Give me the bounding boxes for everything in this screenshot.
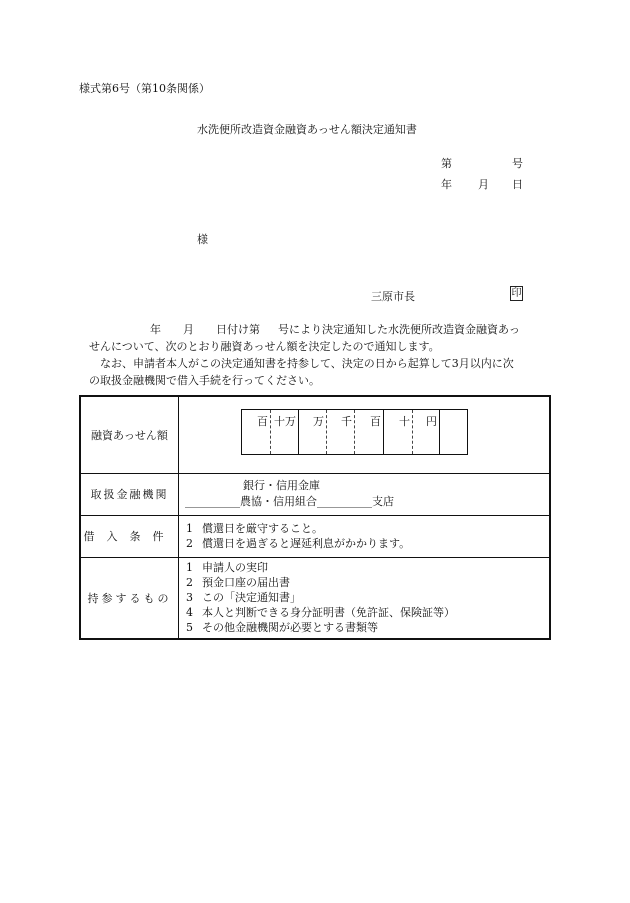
para1-rest: 号により決定通知した水洗便所改造資金融資あっ xyxy=(278,323,520,336)
form-number: 様式第6号（第10条関係） xyxy=(79,82,210,95)
required-item-text: 預金口座の届出書 xyxy=(202,576,290,590)
amount-divider xyxy=(383,410,384,454)
required-item-number: 1 xyxy=(186,561,193,575)
required-item-item xyxy=(186,605,549,620)
date-year: 年 xyxy=(441,178,452,191)
notice-body xyxy=(89,321,551,389)
items-list xyxy=(179,560,549,635)
required-item-number: 5 xyxy=(186,621,193,635)
bank-line1: 銀行・信用金庫 xyxy=(243,479,320,492)
amount-divider xyxy=(298,410,299,454)
addressee-suffix: 様 xyxy=(197,233,208,246)
condition-number: 1 xyxy=(186,522,193,535)
bank-type: 農協・信用組合 xyxy=(240,495,317,508)
amount-divider xyxy=(412,410,413,454)
para1-date: 日付け第 xyxy=(216,323,260,336)
conditions-label: 借入条件 xyxy=(80,515,179,557)
required-item-text: 本人と判断できる身分証明書（免許証、保険証等） xyxy=(202,606,455,620)
amount-unit-label: 万 xyxy=(313,415,324,428)
required-item-number: 3 xyxy=(186,591,193,605)
date-day: 日 xyxy=(512,178,523,191)
condition-text: 償還日を厳守すること。 xyxy=(202,522,323,535)
amount-unit-label: 百 xyxy=(257,415,268,428)
condition-text: 償還日を過ぎると遅延利息がかかります。 xyxy=(202,537,411,550)
amount-unit-label: 十 xyxy=(399,415,410,428)
para1-line2: せんについて、次のとおり融資あっせん額を決定したので通知します。 xyxy=(89,340,440,353)
seal-mark: 印 xyxy=(511,288,522,299)
amount-divider xyxy=(439,410,440,454)
amount-unit-label: 百 xyxy=(370,415,381,428)
condition-item xyxy=(186,521,549,536)
required-item-item xyxy=(186,560,549,575)
bank-blank2: __________ xyxy=(317,495,372,508)
amount-digit-box xyxy=(241,409,468,455)
required-item-item xyxy=(186,620,549,635)
bank-branch: 支店 xyxy=(372,495,394,508)
conditions-list xyxy=(179,521,549,551)
bank-line2 xyxy=(179,494,549,510)
condition-item xyxy=(186,536,549,551)
amount-divider xyxy=(270,410,271,454)
amount-unit-label: 千 xyxy=(341,415,352,428)
para2-line1: なお、申請者本人がこの決定通知書を持参して、決定の日から起算して3月以内に次 xyxy=(100,357,514,370)
amount-label: 融資あっせん額 xyxy=(80,396,179,473)
conditions-cell xyxy=(179,515,551,557)
issuer-name: 三原市長 xyxy=(371,290,415,303)
para2-line2: の取扱金融機関で借入手続を行ってください。 xyxy=(89,374,320,387)
required-item-number: 2 xyxy=(186,576,193,590)
items-label: 持参するもの xyxy=(80,557,179,639)
bank-label: 取扱金融機関 xyxy=(80,473,179,515)
required-item-number: 4 xyxy=(186,606,193,620)
required-item-text: 申請人の実印 xyxy=(202,561,268,575)
amount-unit-label: 円 xyxy=(426,415,437,428)
amount-unit-label: 十万 xyxy=(274,415,296,428)
required-item-text: この「決定通知書」 xyxy=(202,591,301,605)
document-title: 水洗便所改造資金融資あっせん額決定通知書 xyxy=(197,123,417,136)
doc-number-suffix: 号 xyxy=(512,157,523,170)
amount-divider xyxy=(354,410,355,454)
doc-number-prefix: 第 xyxy=(441,157,452,170)
condition-number: 2 xyxy=(186,537,193,550)
required-item-item xyxy=(186,590,549,605)
bank-cell xyxy=(179,473,551,515)
para1-month: 月 xyxy=(183,323,194,336)
amount-divider xyxy=(326,410,327,454)
bank-blank: __________ xyxy=(185,495,240,508)
required-item-text: その他金融機関が必要とする書類等 xyxy=(202,621,378,635)
required-item-item xyxy=(186,575,549,590)
para1-year: 年 xyxy=(150,323,161,336)
items-cell xyxy=(179,557,551,639)
date-month: 月 xyxy=(478,178,489,191)
